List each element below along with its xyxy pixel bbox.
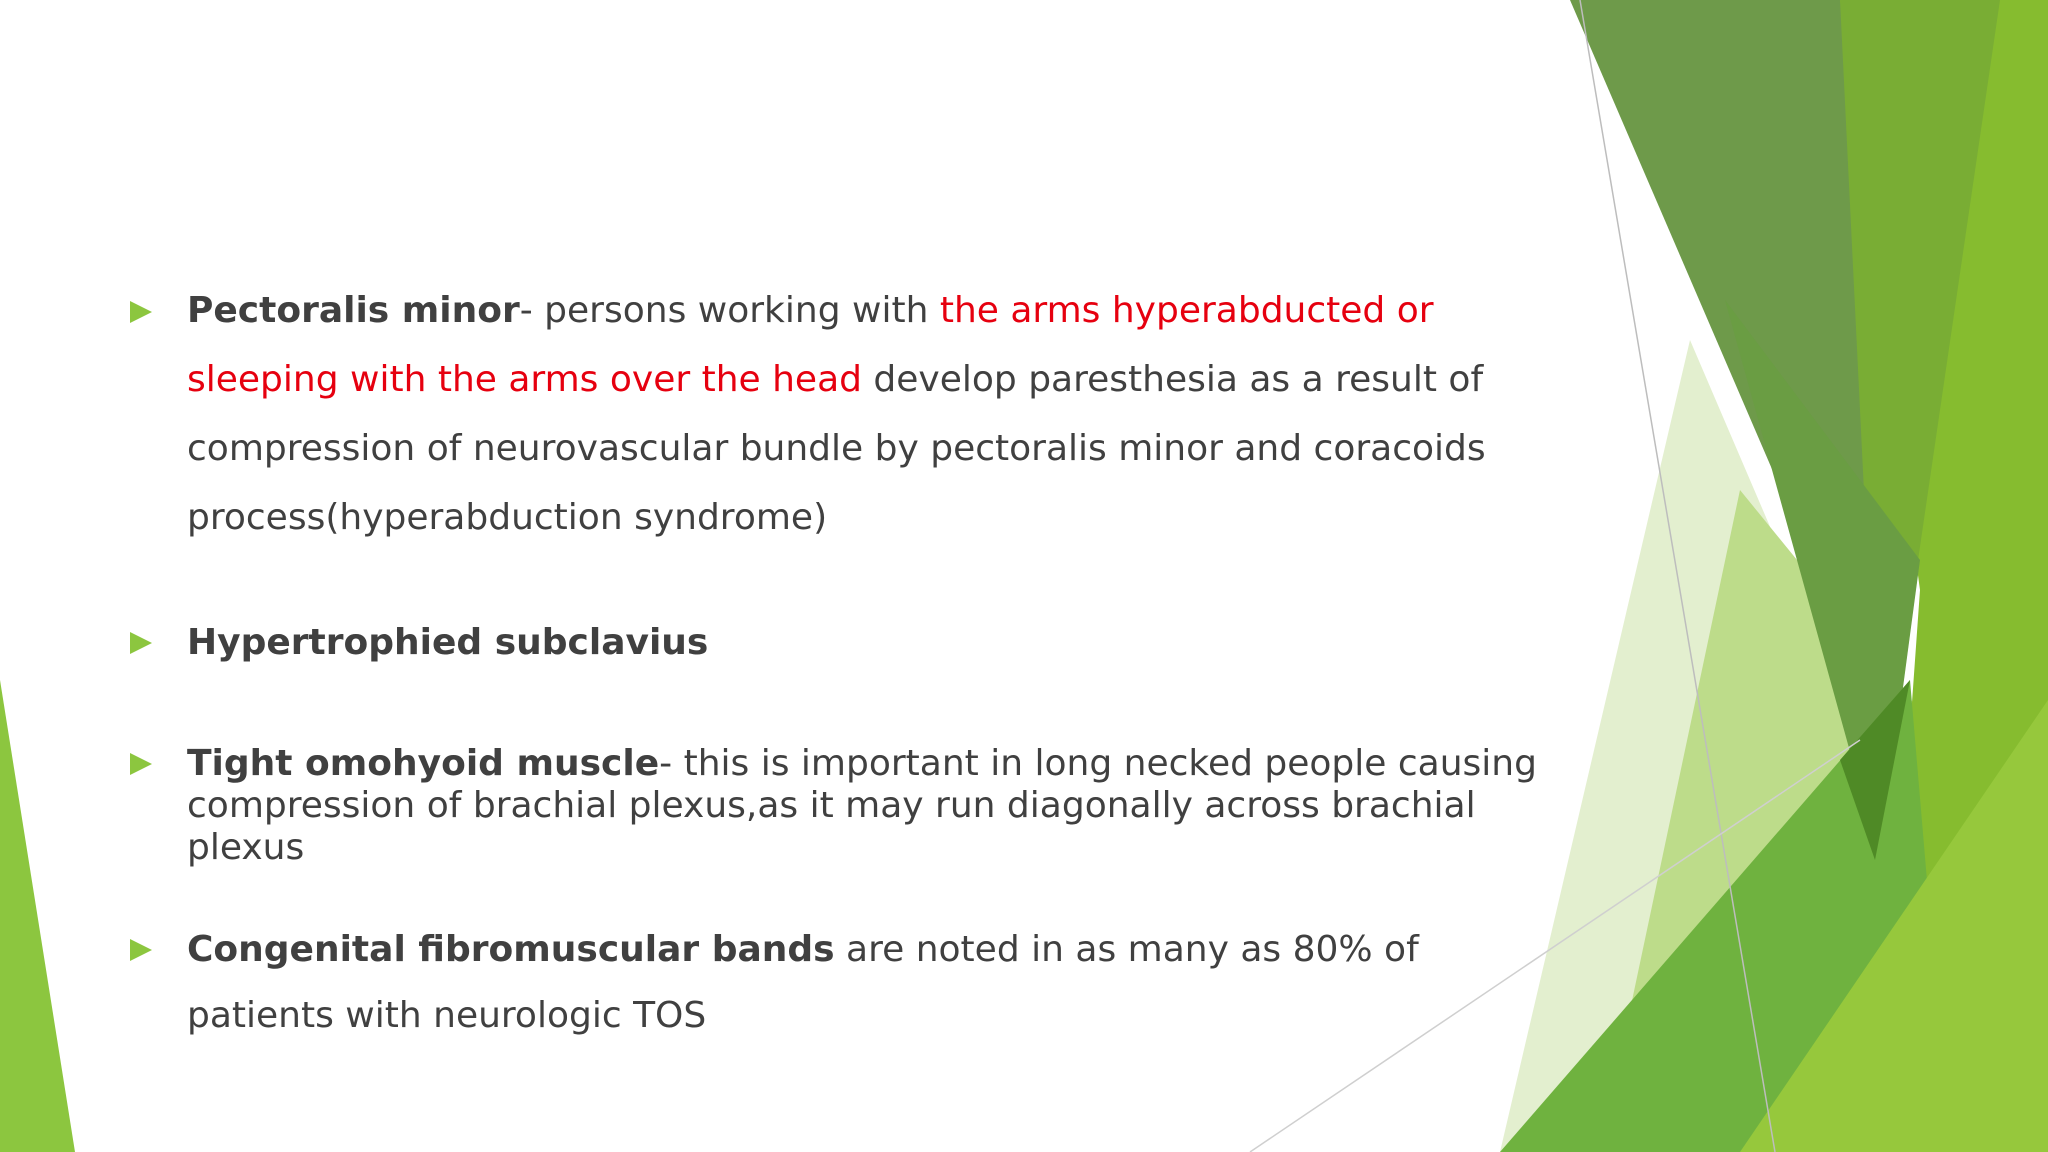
left-green-facet: [0, 680, 75, 1152]
bullet-text: [187, 617, 1567, 669]
bullet-text: [187, 917, 1567, 1049]
bullet-highlight: the arms hyperabducted or sleeping with the arms over the head: [187, 290, 1434, 400]
triangle-right-icon: [130, 753, 152, 775]
bullet-heading: Congenital fibromuscular bands: [187, 929, 835, 970]
bullet-text: [187, 276, 1567, 552]
bullet-list: [130, 0, 1570, 1152]
bullet-text: [187, 743, 1567, 869]
bullet-heading: Hypertrophied subclavius: [187, 622, 709, 663]
triangle-right-icon: [130, 632, 152, 654]
bullet-heading: Tight omohyoid muscle: [187, 743, 660, 784]
bullet-body: - this is important in long necked people causing compression of brachial plexus,as it may run diagonally across brachial plexus: [187, 743, 1537, 868]
triangle-right-icon: [130, 939, 152, 961]
triangle-right-icon: [130, 301, 152, 323]
bullet-body-continued: develop paresthesia as a result of compression of neurovascular bundle by pectoralis minor and coracoids process(hyperabduction syndrome): [187, 359, 1486, 538]
bullet-body: are noted in as many as 80% of patients with neurologic TOS: [187, 929, 1419, 1036]
bullet-heading: Pectoralis minor: [187, 290, 520, 331]
bullet-body: - persons working with: [519, 290, 940, 331]
